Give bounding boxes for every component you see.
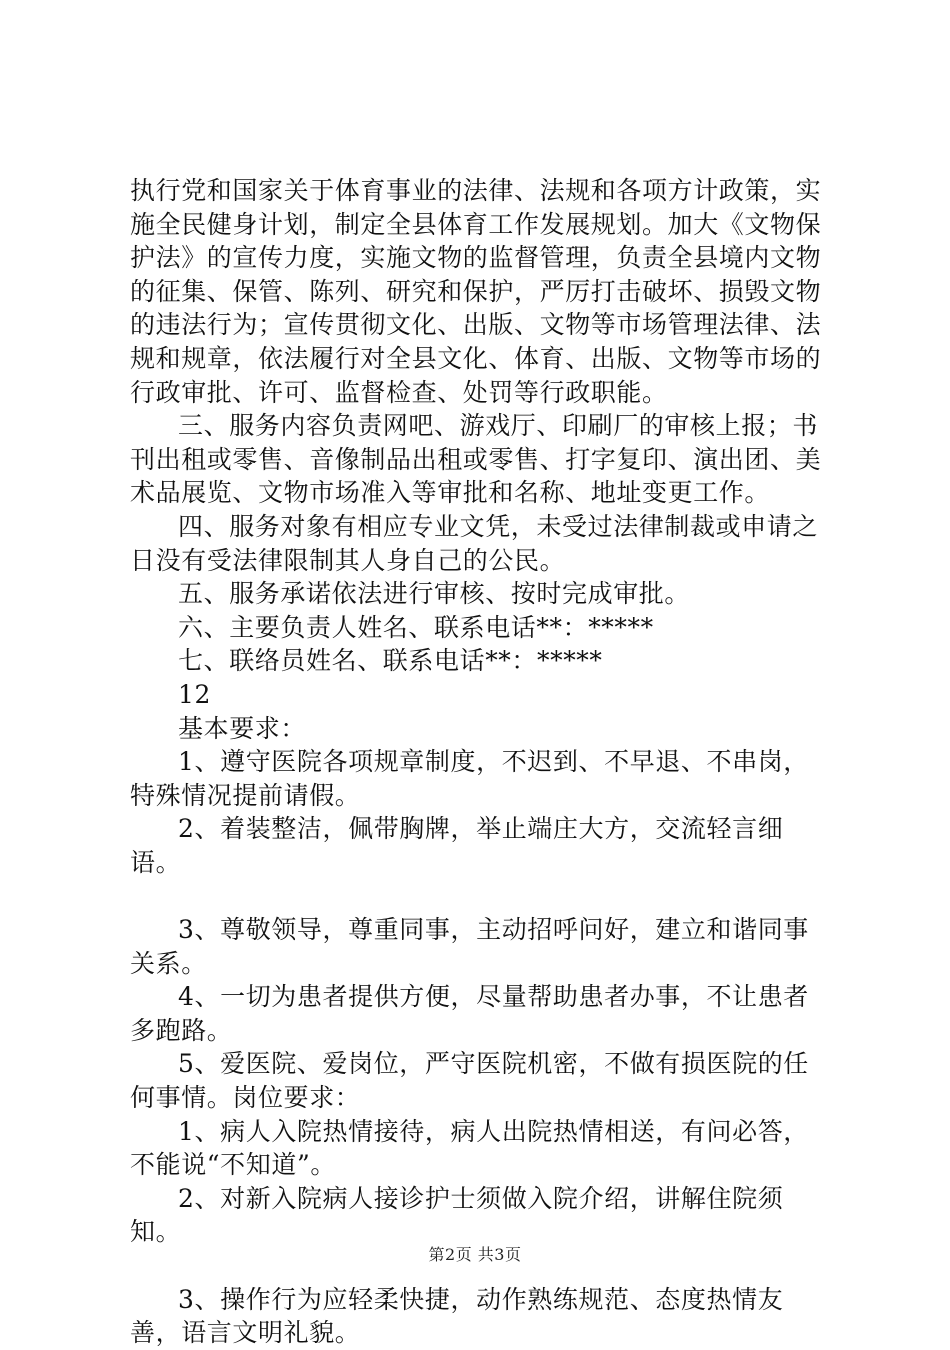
paragraph-requirement-3: 3、尊敬领导，尊重同事，主动招呼问好，建立和谐同事关系。 <box>130 915 809 978</box>
paragraph-duties: 执行党和国家关于体育事业的法律、法规和各项方计政策，实施全民健身计划，制定全县体育工作发展规划。加大《文物保护法》的宣传力度，实施文物的监督管理，负责全县境内文物的征集、保管、陈列、研究和保护，严厉打击破坏、损毁文物的违法行为；宣传贯彻文化、出版、文物等市场管理法律、法规和规章，依法履行对全县文化、体育、出版、文物等市场的行政审批、许可、监督检查、处罚等行政职能。 <box>130 176 822 407</box>
page-footer: 第2页 共3页 <box>428 1245 522 1264</box>
paragraph-service-promise: 五、服务承诺依法进行审核、按时完成审批。 <box>178 579 691 609</box>
paragraph-requirement-2: 2、着装整洁，佩带胸牌，举止端庄大方，交流轻言细语。 <box>130 814 784 877</box>
paragraph-requirement-4: 4、一切为患者提供方便，尽量帮助患者办事，不让患者多跑路。 <box>130 982 809 1045</box>
paragraph-post-requirement-1: 1、病人入院热情接待，病人出院热情相送，有问必答，不能说“不知道”。 <box>130 1116 809 1180</box>
paragraph-lead-contact: 六、主要负责人姓名、联系电话**：***** <box>178 612 654 642</box>
paragraph-service-target: 四、服务对象有相应专业文凭，未受过法律制裁或申请之日没有受法律限制其人身自己的公民。 <box>130 511 819 575</box>
paragraph-post-requirement-3: 3、操作行为应轻柔快捷，动作熟练规范、态度热情友善，语言文明礼貌。 <box>130 1284 784 1348</box>
paragraph-requirement-5: 5、爱医院、爱岗位，严守医院机密，不做有损医院的任何事情。岗位要求： <box>130 1049 809 1113</box>
paragraph-service-content: 三、服务内容负责网吧、游戏厅、印刷厂的审核上报；书刊出租或零售、音像制品出租或零售、打字复印、演出团、美术品展览、文物市场准入等审批和名称、地址变更工作。 <box>130 411 822 508</box>
paragraph-liaison-contact: 七、联络员姓名、联系电话**：***** <box>178 646 603 676</box>
paragraph-number: 12 <box>178 679 212 709</box>
document-body <box>130 174 830 1350</box>
paragraph-post-requirement-2: 2、对新入院病人接诊护士须做入院介绍，讲解住院须知。 <box>130 1183 784 1247</box>
paragraph-basic-requirements-heading: 基本要求： <box>178 713 307 743</box>
paragraph-requirement-1: 1、遵守医院各项规章制度，不迟到、不早退、不串岗，特殊情况提前请假。 <box>130 747 809 810</box>
